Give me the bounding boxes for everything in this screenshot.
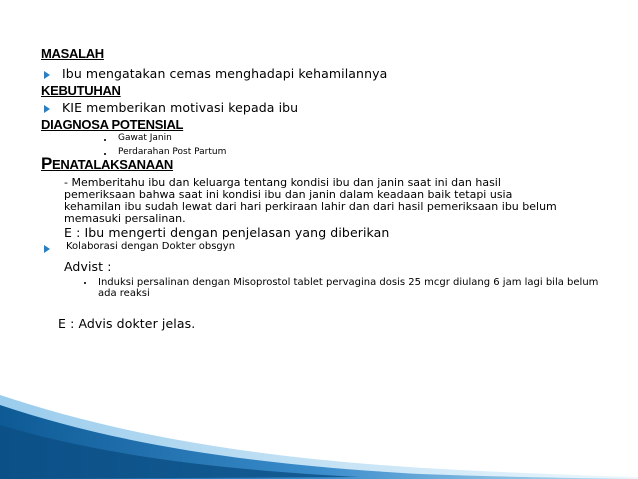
evaluation-1: E : Ibu mengerti dengan penjelasan yang diberikan <box>64 225 390 240</box>
advist-item: Induksi persalinan dengan Misoprostol tablet pervagina dosis 25 mcgr diulang 6 jam lagi bila belum ada reaksi <box>98 277 599 299</box>
penatalaksanaan-paragraph: - Memberitahu ibu dan keluarga tentang kondisi ibu dan janin saat ini dan hasil pemeriksaan bahwa saat ini kondisi ibu dan janin dalam keadaan baik tetapi usia kehamilan ibu sudah lewat dari hari perkiraan lahir dan dari hasil pemeriksaan ibu belum memasuki persalinan. <box>64 176 557 225</box>
diagnosa-heading: DIAGNOSA POTENSIAL <box>41 117 184 132</box>
decorative-wave <box>0 380 638 479</box>
bullet-arrow-icon <box>44 71 50 79</box>
kebutuhan-item: KIE memberikan motivasi kepada ibu <box>62 100 299 115</box>
kolaborasi-item: Kolaborasi dengan Dokter obsgyn <box>66 241 236 252</box>
penatalaksanaan-heading-initial: P <box>41 154 53 173</box>
kebutuhan-heading: KEBUTUHAN <box>41 83 121 98</box>
penatalaksanaan-heading <box>41 154 173 174</box>
advist-label: Advist : <box>64 259 112 274</box>
evaluation-2: E : Advis dokter jelas. <box>58 316 196 331</box>
diagnosa-item-1: Gawat Janin <box>118 133 172 143</box>
bullet-dot-icon <box>104 139 106 141</box>
penatalaksanaan-heading-rest: ENATALAKSANAAN <box>52 157 174 172</box>
masalah-item: Ibu mengatakan cemas menghadapi kehamilannya <box>62 66 388 81</box>
bullet-arrow-icon <box>44 245 50 253</box>
masalah-heading: MASALAH <box>41 46 104 61</box>
diagnosa-item-2: Perdarahan Post Partum <box>118 147 227 157</box>
bullet-dot-icon <box>84 282 86 284</box>
bullet-arrow-icon <box>44 105 50 113</box>
